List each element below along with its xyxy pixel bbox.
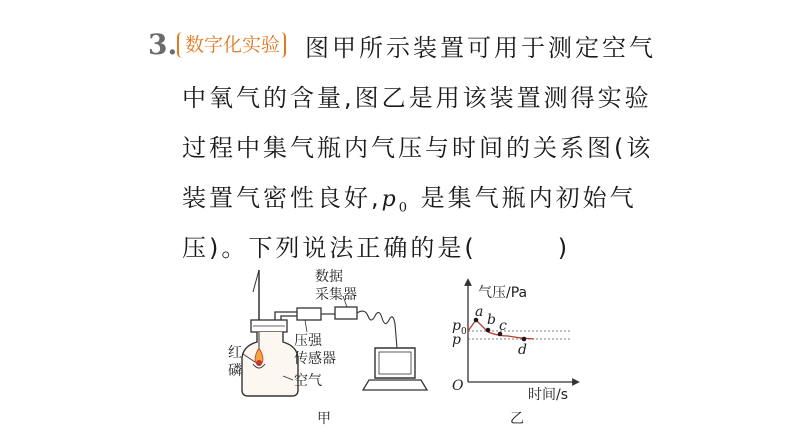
point-d [522, 337, 527, 342]
graph-p-label: p [452, 332, 461, 348]
question-line-5: 压)。下列说法正确的是( ) [182, 234, 571, 262]
data-collector [335, 307, 357, 319]
graph-point-d-label: d [518, 342, 527, 358]
caption-figure-a: 甲 [317, 411, 331, 427]
label-sensor-2: 传感器 [294, 351, 336, 367]
p0-symbol: $p_0$ [381, 187, 411, 216]
line-4-text-a: 装置气密性良好, [182, 184, 382, 212]
label-collector-1: 数据 [315, 269, 343, 285]
label-air: 空气 [294, 373, 322, 389]
graph-point-b-label: b [487, 312, 496, 328]
graph-origin: O [452, 378, 464, 394]
coiled-cable [357, 311, 397, 348]
caption-figure-b: 乙 [510, 411, 524, 427]
label-collector-2: 采集器 [315, 287, 357, 303]
label-phosphorus-2: 磷 [228, 363, 242, 379]
question-line-4 [182, 178, 637, 215]
line-4-text-b: 是集气瓶内初始气 [410, 184, 637, 212]
question-line-3: 过程中集气瓶内气压与时间的关系图(该 [182, 134, 654, 162]
question-line-2: 中氧气的含量,图乙是用该装置测得实验 [182, 84, 652, 112]
point-b [486, 328, 491, 333]
gas-bottle [242, 332, 298, 396]
label-phosphorus-1: 红 [228, 345, 242, 361]
graph-point-c-label: c [499, 318, 507, 334]
graph-ylabel: 气压/Pa [478, 285, 528, 301]
label-sensor-1: 压强 [294, 333, 322, 349]
pressure-sensor [297, 308, 321, 320]
graph-point-a-label: a [475, 304, 484, 320]
question-line-1: 图甲所示装置可用于测定空气 [305, 34, 656, 62]
graph-p0-label: $p_0$ [452, 318, 467, 337]
question-number: 3. [148, 28, 178, 61]
red-phosphorus [256, 360, 262, 366]
question-tag: 数字化实验 [177, 32, 286, 58]
graph-xlabel: 时间/s [528, 387, 569, 403]
